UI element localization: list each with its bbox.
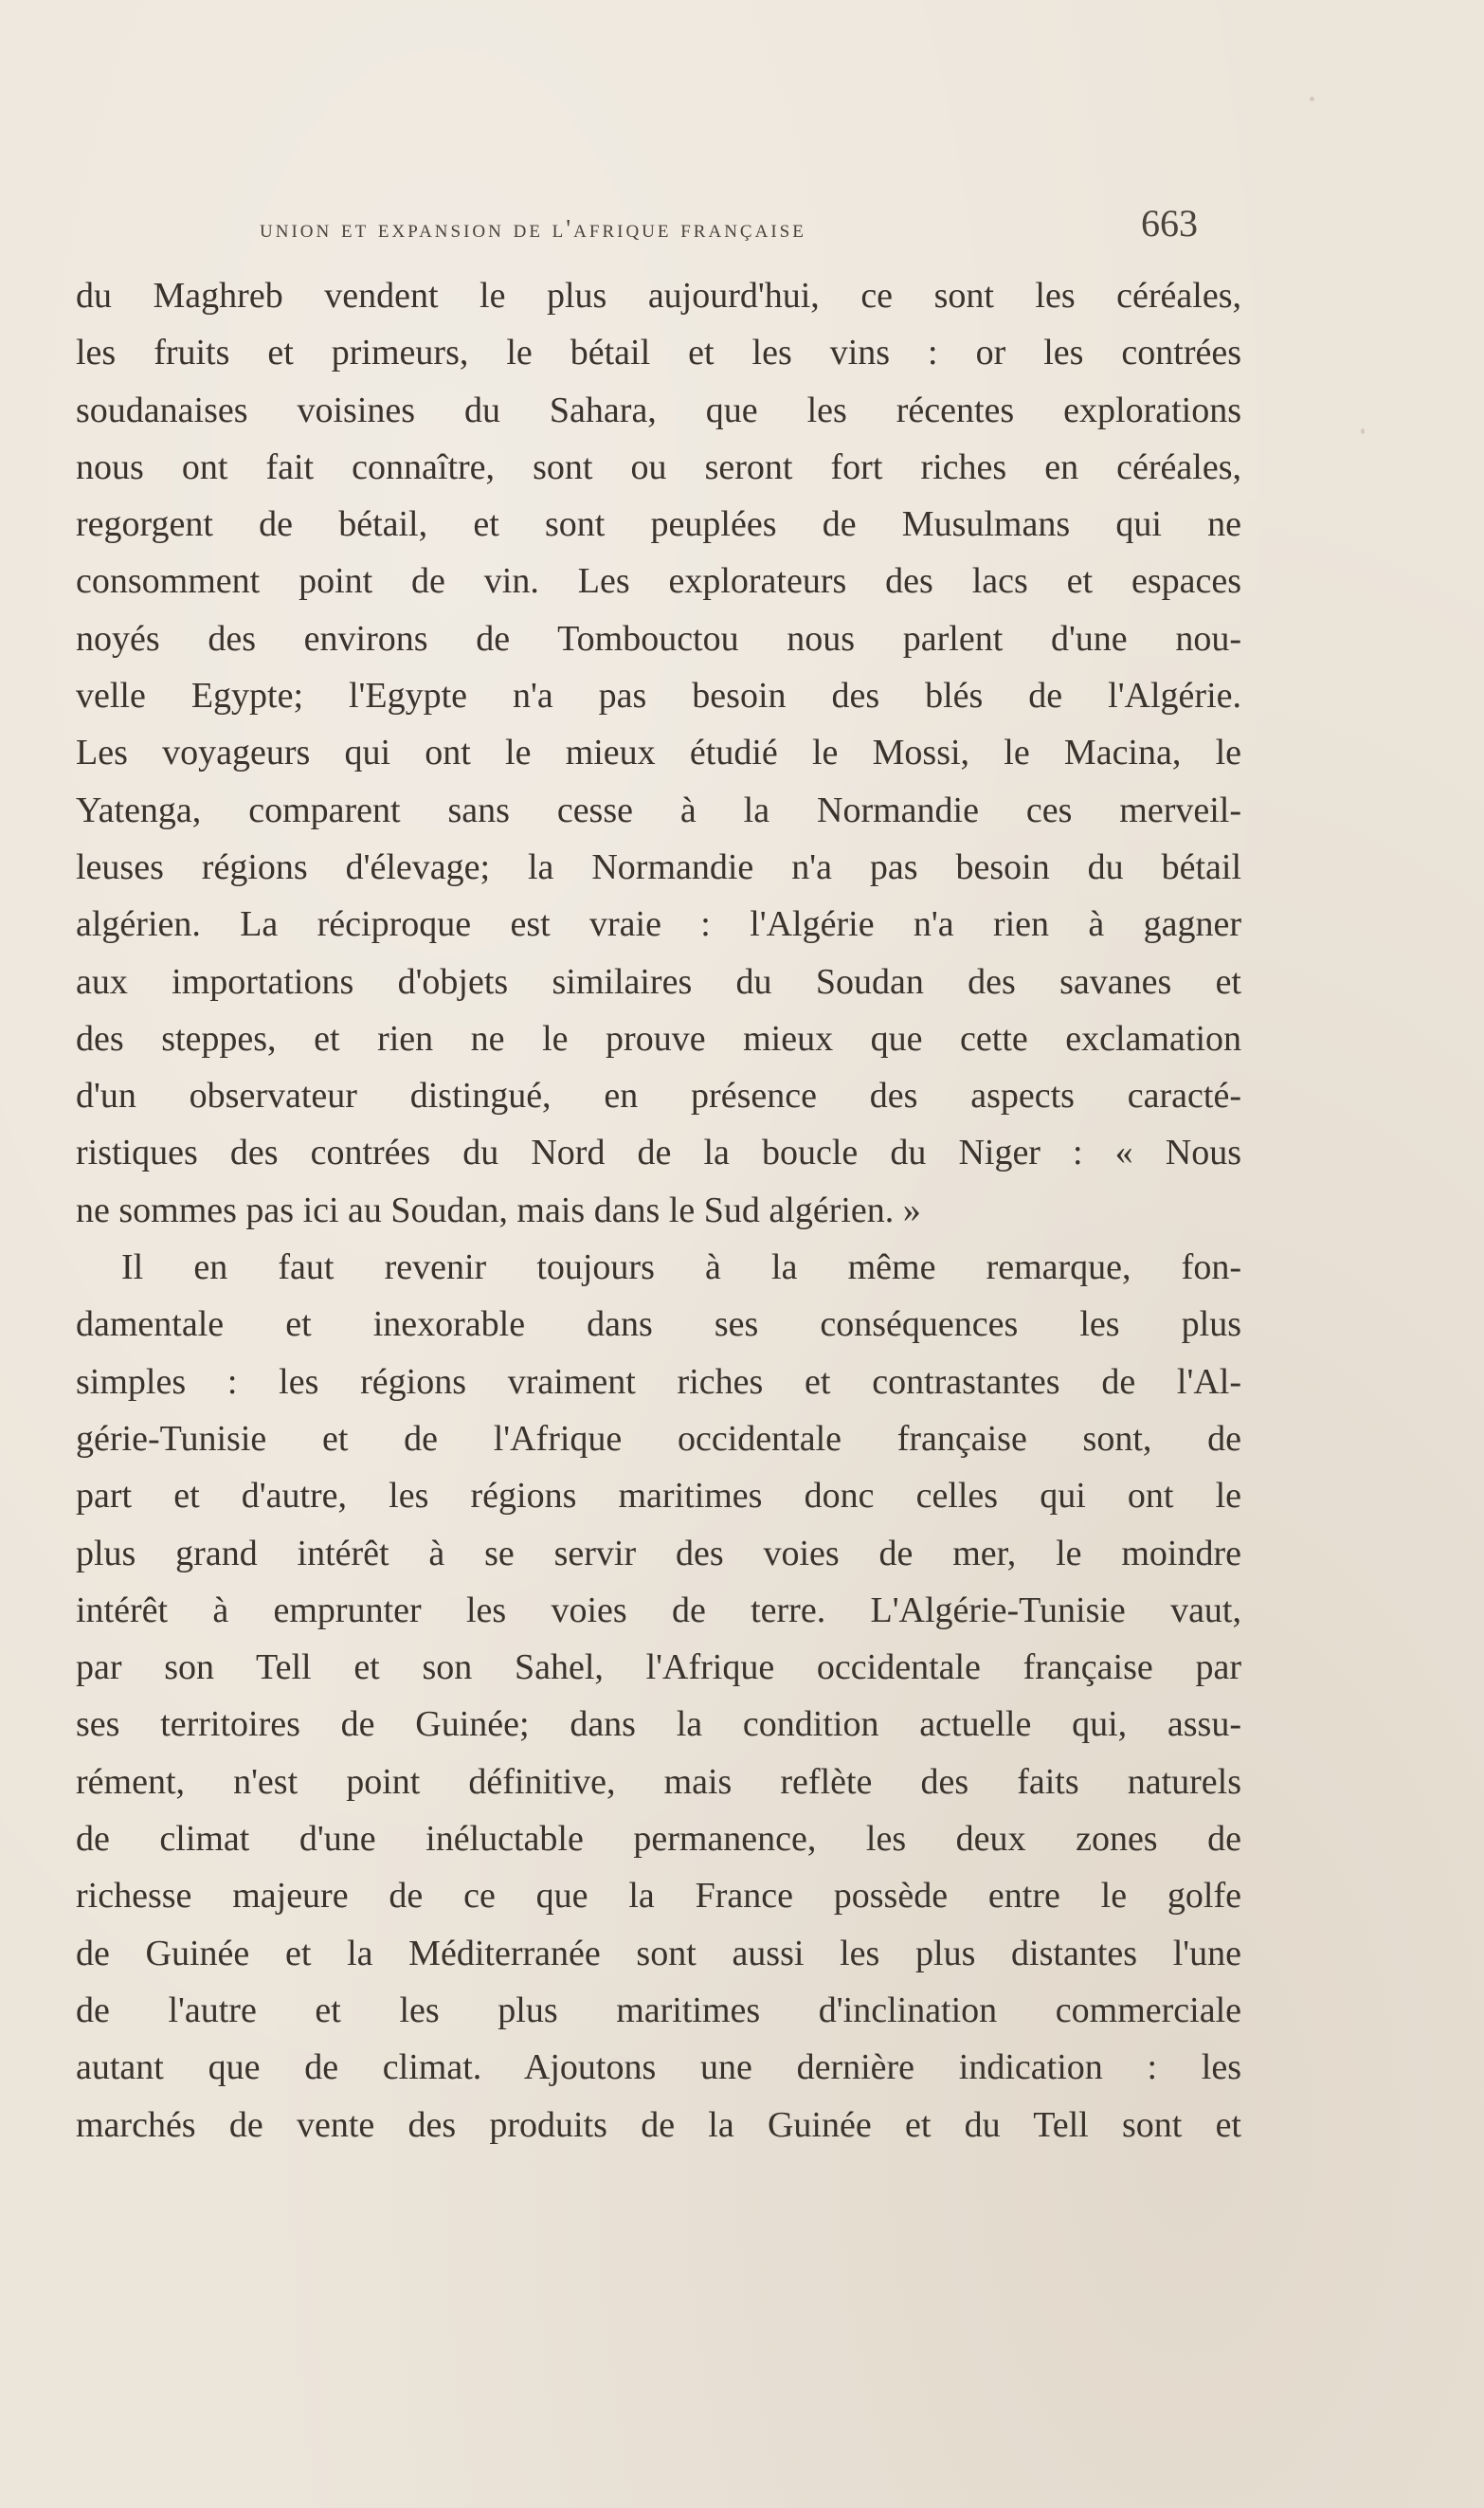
- text-line-21: gérie-Tunisie et de l'Afrique occidentale française sont, de: [76, 1418, 1241, 1459]
- text-line-31: de l'autre et les plus maritimes d'inclination commerciale: [76, 1990, 1241, 2030]
- running-title: union et expansion de l'afrique française: [260, 214, 806, 243]
- paper-speck: [1310, 97, 1314, 101]
- text-line-5: regorgent de bétail, et sont peuplées de Musulmans qui ne: [76, 504, 1241, 545]
- text-line-30: de Guinée et la Méditerranée sont aussi les plus distantes l'une: [76, 1933, 1241, 1973]
- text-line-25: par son Tell et son Sahel, l'Afrique occidentale française par: [76, 1647, 1241, 1688]
- text-line-9: Les voyageurs qui ont le mieux étudié le Mossi, le Macina, le: [76, 733, 1241, 773]
- text-line-16: ristiques des contrées du Nord de la boucle du Niger : « Nous: [76, 1133, 1241, 1173]
- text-line-18: Il en faut revenir toujours à la même remarque, fon-: [121, 1247, 1241, 1288]
- text-line-20: simples : les régions vraiment riches et contrastantes de l'Al-: [76, 1361, 1241, 1402]
- text-line-27: rément, n'est point définitive, mais reflète des faits naturels: [76, 1761, 1241, 1802]
- body-text: [76, 267, 1241, 2154]
- text-line-7: noyés des environs de Tombouctou nous parlent d'une nou-: [76, 618, 1241, 659]
- page-number: 663: [1141, 202, 1198, 245]
- text-line-4: nous ont fait connaître, sont ou seront fort riches en céréales,: [76, 446, 1241, 487]
- text-line-15: d'un observateur distingué, en présence des aspects caracté-: [76, 1076, 1241, 1117]
- text-line-24: intérêt à emprunter les voies de terre. L'Algérie-Tunisie vaut,: [76, 1590, 1241, 1630]
- running-head: [74, 201, 1211, 258]
- paper-speck: [1361, 428, 1365, 434]
- text-line-33: marchés de vente des produits de la Guinée et du Tell sont et: [76, 2104, 1241, 2145]
- text-line-14: des steppes, et rien ne le prouve mieux que cette exclamation: [76, 1018, 1241, 1059]
- text-line-12: algérien. La réciproque est vraie : l'Algérie n'a rien à gagner: [76, 904, 1241, 945]
- text-line-1: du Maghreb vendent le plus aujourd'hui, ce sont les céréales,: [76, 276, 1241, 316]
- text-line-28: de climat d'une inéluctable permanence, les deux zones de: [76, 1819, 1241, 1860]
- text-line-3: soudanaises voisines du Sahara, que les récentes explorations: [76, 390, 1241, 430]
- text-line-22: part et d'autre, les régions maritimes donc celles qui ont le: [76, 1476, 1241, 1517]
- text-line-11: leuses régions d'élevage; la Normandie n'a pas besoin du bétail: [76, 846, 1241, 887]
- text-line-19: damentale et inexorable dans ses conséquences les plus: [76, 1304, 1241, 1345]
- text-line-32: autant que de climat. Ajoutons une dernière indication : les: [76, 2047, 1241, 2088]
- text-line-23: plus grand intérêt à se servir des voies de mer, le moindre: [76, 1533, 1241, 1573]
- paper-speck: [87, 1043, 93, 1045]
- text-line-26: ses territoires de Guinée; dans la condition actuelle qui, assu-: [76, 1704, 1241, 1745]
- text-line-2: les fruits et primeurs, le bétail et les vins : or les contrées: [76, 333, 1241, 373]
- text-line-8: velle Egypte; l'Egypte n'a pas besoin des blés de l'Algérie.: [76, 676, 1241, 717]
- text-line-6: consomment point de vin. Les explorateurs des lacs et espaces: [76, 561, 1241, 602]
- text-line-17: ne sommes pas ici au Soudan, mais dans le Sud algérien. »: [76, 1190, 921, 1230]
- text-line-13: aux importations d'objets similaires du Soudan des savanes et: [76, 961, 1241, 1002]
- text-line-29: richesse majeure de ce que la France possède entre le golfe: [76, 1876, 1241, 1917]
- text-line-10: Yatenga, comparent sans cesse à la Normandie ces merveil-: [76, 790, 1241, 830]
